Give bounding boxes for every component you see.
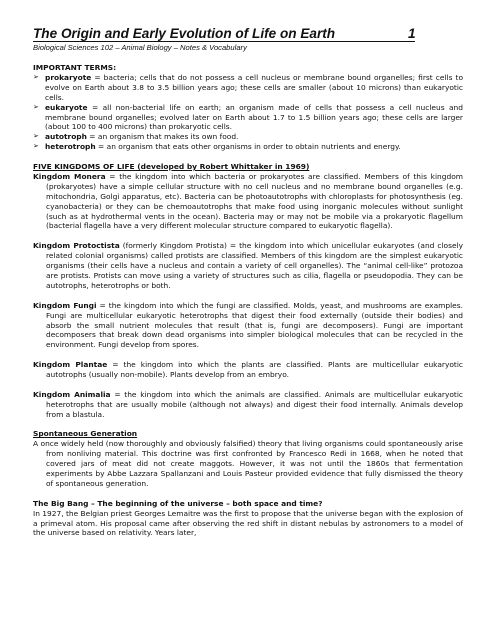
spontaneous-generation-text: A once widely held (now thoroughly and obviously falsified) theory that living organisms could spontaneously arise from nonliving material. This doctrine was first confronted by Francesco Redi in 1668, when he noted that covered jars of meat did not create maggots. However, it was not until the 1860s that fermentation experiments by Abbe Lazzara Spallanzani and Louis Pasteur provided evidence that fully dismissed the theory of spontaneous generation.	[33, 439, 463, 488]
kingdom-animalia	[33, 390, 463, 420]
kingdom-name: Kingdom Protoctista	[33, 241, 120, 251]
kingdom-protoctista	[33, 241, 463, 291]
term-name: eukaryote	[45, 102, 88, 112]
term-item-eukaryote	[33, 103, 463, 133]
important-terms-heading: IMPORTANT TERMS:	[33, 63, 117, 72]
big-bang-text: In 1927, the Belgian priest Georges Lemaitre was the first to propose that the universe began with the explosion of a primeval atom. His proposal came after observing the red shift in distant nebulas by astronomers to a model of the universe based on relativity. Years later,	[33, 508, 463, 538]
term-name: heterotroph	[45, 142, 96, 152]
term-name: prokaryote	[45, 72, 92, 82]
term-definition: = bacteria; cells that do not possess a cell nucleus or membrane bound organelles; first cells to evolve on Earth about 3.8 to 3.5 billion years ago; these cells are smaller (about 10 microns) than eukaryotic cells.	[45, 72, 463, 102]
document-body	[33, 63, 463, 538]
term-definition: = all non-bacterial life on earth; an organism made of cells that possess a cell nucleus and membrane bound organelles; evolved later on Earth about 1.7 to 1.5 billion years ago; these cells are larger (about 100 to 400 microns) than prokaryotic cells.	[45, 102, 463, 132]
kingdom-name: Kingdom Monera	[33, 171, 106, 181]
header-rule	[33, 41, 415, 42]
page-title: The Origin and Early Evolution of Life on Earth	[33, 26, 336, 41]
page-subtitle: Biological Sciences 102 – Animal Biology – Notes & Vocabulary	[33, 43, 247, 52]
arrow-bullet-icon: ➢	[33, 102, 39, 111]
arrow-bullet-icon: ➢	[33, 132, 39, 141]
term-item-autotroph	[33, 132, 463, 142]
kingdom-name: Kingdom Animalia	[33, 389, 111, 399]
big-bang-heading: The Big Bang – The beginning of the universe – both space and time?	[33, 498, 323, 508]
term-item-heterotroph	[33, 142, 463, 152]
kingdom-description: = the kingdom into which bacteria or prokaryotes are classified. Members of this kingdom (prokaryotes) have a simple cellular structure with no cell nucleus and no membrane bound organelles (e.g. mitochondria, Golgi apparatus, etc). Bacteria can be photoautotrophs with chloroplasts for photosynthesis (eg. cyanobacteria) or they can be chemoautotrophs that make food using inorganic molecules without sunlight (such as at hydrothermal vents in the ocean). Bacteria may or may not be mobile via a prokaryotic flagellum (bacterial flagella have a very different molecular structure compared to eukaryotic flagella).	[46, 171, 463, 231]
five-kingdoms-heading: FIVE KINGDOMS OF LIFE (developed by Robert Whittaker in 1969)	[33, 162, 310, 172]
term-definition: = an organism that makes its own food.	[86, 132, 239, 142]
kingdom-description: (formerly Kingdom Protista) = the kingdom into which unicellular eukaryotes (and closely related colonial organisms) called protists are classified. Members of this kingdom are the simplest eukaryotic organisms (their cells have a nucleus and contain a variety of cell organelles). The “animal cell-like” protozoa are protists. Protists can move using a variety of structures such as cilia, flagella or pseudopodia. They can be autotrophs, heterotrophs or both.	[46, 241, 463, 290]
page-number: 1	[408, 26, 416, 41]
term-definition: = an organism that eats other organisms in order to obtain nutrients and energy.	[95, 142, 401, 152]
kingdom-description: = the kingdom into which the plants are classified. Plants are multicellular eukaryotic autotrophs (usually non-mobile). Plants develop from an embryo.	[46, 360, 463, 380]
arrow-bullet-icon: ➢	[33, 142, 39, 151]
kingdom-fungi	[33, 301, 463, 351]
term-name: autotroph	[45, 132, 87, 142]
arrow-bullet-icon: ➢	[33, 72, 39, 81]
kingdom-plantae	[33, 360, 463, 380]
kingdom-name: Kingdom Plantae	[33, 360, 108, 370]
term-item-prokaryote	[33, 73, 463, 103]
spontaneous-generation-heading: Spontaneous Generation	[33, 429, 138, 439]
kingdom-description: = the kingdom into which the fungi are classified. Molds, yeast, and mushrooms are examples. Fungi are multicellular eukaryotic heterotrophs that digest their food externally (outside their bodies) and absorb the small nutrient molecules that result (that is, fungi are decomposers). Fungi are important decomposers that break down dead organisms into simpler biological molecules that can be recycled in the environment. Fungi develop from spores.	[46, 300, 463, 350]
kingdom-monera	[33, 172, 463, 231]
kingdom-description: = the kingdom into which the animals are classified. Animals are multicellular eukaryotic heterotrophs that are usually mobile (although not always) and digest their food internally. Animals develop from a blastula.	[46, 389, 463, 419]
kingdom-name: Kingdom Fungi	[33, 300, 97, 310]
